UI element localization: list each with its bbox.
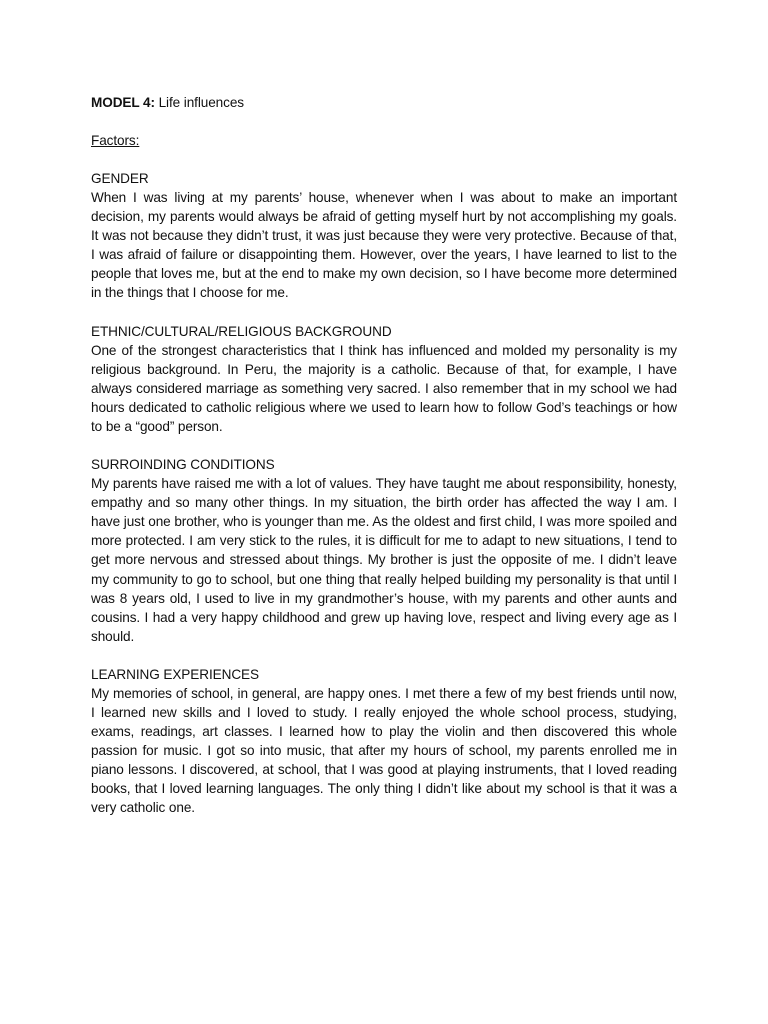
section-body: My parents have raised me with a lot of values. They have taught me about responsibility, honesty, empathy and so many other things. In my situation, the birth order has affected the way I am. I have just one brother, who is younger than me. As the oldest and first child, I was more spoiled and more protected. I am very stick to the rules, it is difficult for me to adapt to new situations, I tend to get more nervous and stressed about things. My brother is just the opposite of me. I didn’t leave my community to go to school, but one thing that really helped building my personality is that until I was 8 years old, I used to live in my grandmother’s house, with my parents and other aunts and cousins. I had a very happy childhood and grew up having love, respect and living every age as I should.	[91, 476, 677, 644]
section-body: One of the strongest characteristics that I think has influenced and molded my personality is my religious background. In Peru, the majority is a catholic. Because of that, for example, I have always considered marriage as something very sacred. I also remember that in my school we had hours dedicated to catholic religious where we used to learn how to follow God’s teachings or how to be a “good” person.	[91, 342, 677, 434]
factors-heading: Factors:	[91, 133, 140, 148]
section-heading: SURROINDING CONDITIONS	[91, 457, 275, 473]
section-body: When I was living at my parents’ house, whenever when I was about to make an important decision, my parents would always be afraid of getting myself hurt by not accomplishing my goals. It was not because they didn’t trust, it was just because they were very protective. Because of that, I was afraid of failure or disappointing them. However, over the years, I have learned to list to the people that loves me, but at the end to make my own decision, so I have become more determined in the things that I choose for me.	[91, 190, 677, 301]
title-prefix: MODEL 4:	[91, 95, 155, 110]
section-heading: LEARNING EXPERIENCES	[91, 666, 259, 682]
section-learning-experiences	[91, 665, 677, 818]
section-gender	[91, 169, 677, 303]
section-heading: ETHNIC/CULTURAL/RELIGIOUS BACKGROUND	[91, 323, 392, 339]
section-body: My memories of school, in general, are happy ones. I met there a few of my best friends until now, I learned new skills and I loved to study. I really enjoyed the whole school process, studying, exams, readings, art classes. I learned how to play the violin and then discovered this whole passion for music. I got so into music, that after my hours of school, my parents enrolled me in piano lessons. I discovered, at school, that I was good at playing instruments, that I loved reading books, that I loved learning languages. The only thing I didn’t like about my school is that it was a very catholic one.	[91, 685, 677, 816]
document-page	[91, 93, 677, 818]
section-surrounding-conditions	[91, 455, 677, 646]
section-heading: GENDER	[91, 171, 149, 186]
title-text: Life influences	[154, 95, 244, 110]
document-title	[91, 93, 677, 112]
section-ethnic-cultural-religious-background	[91, 322, 677, 436]
